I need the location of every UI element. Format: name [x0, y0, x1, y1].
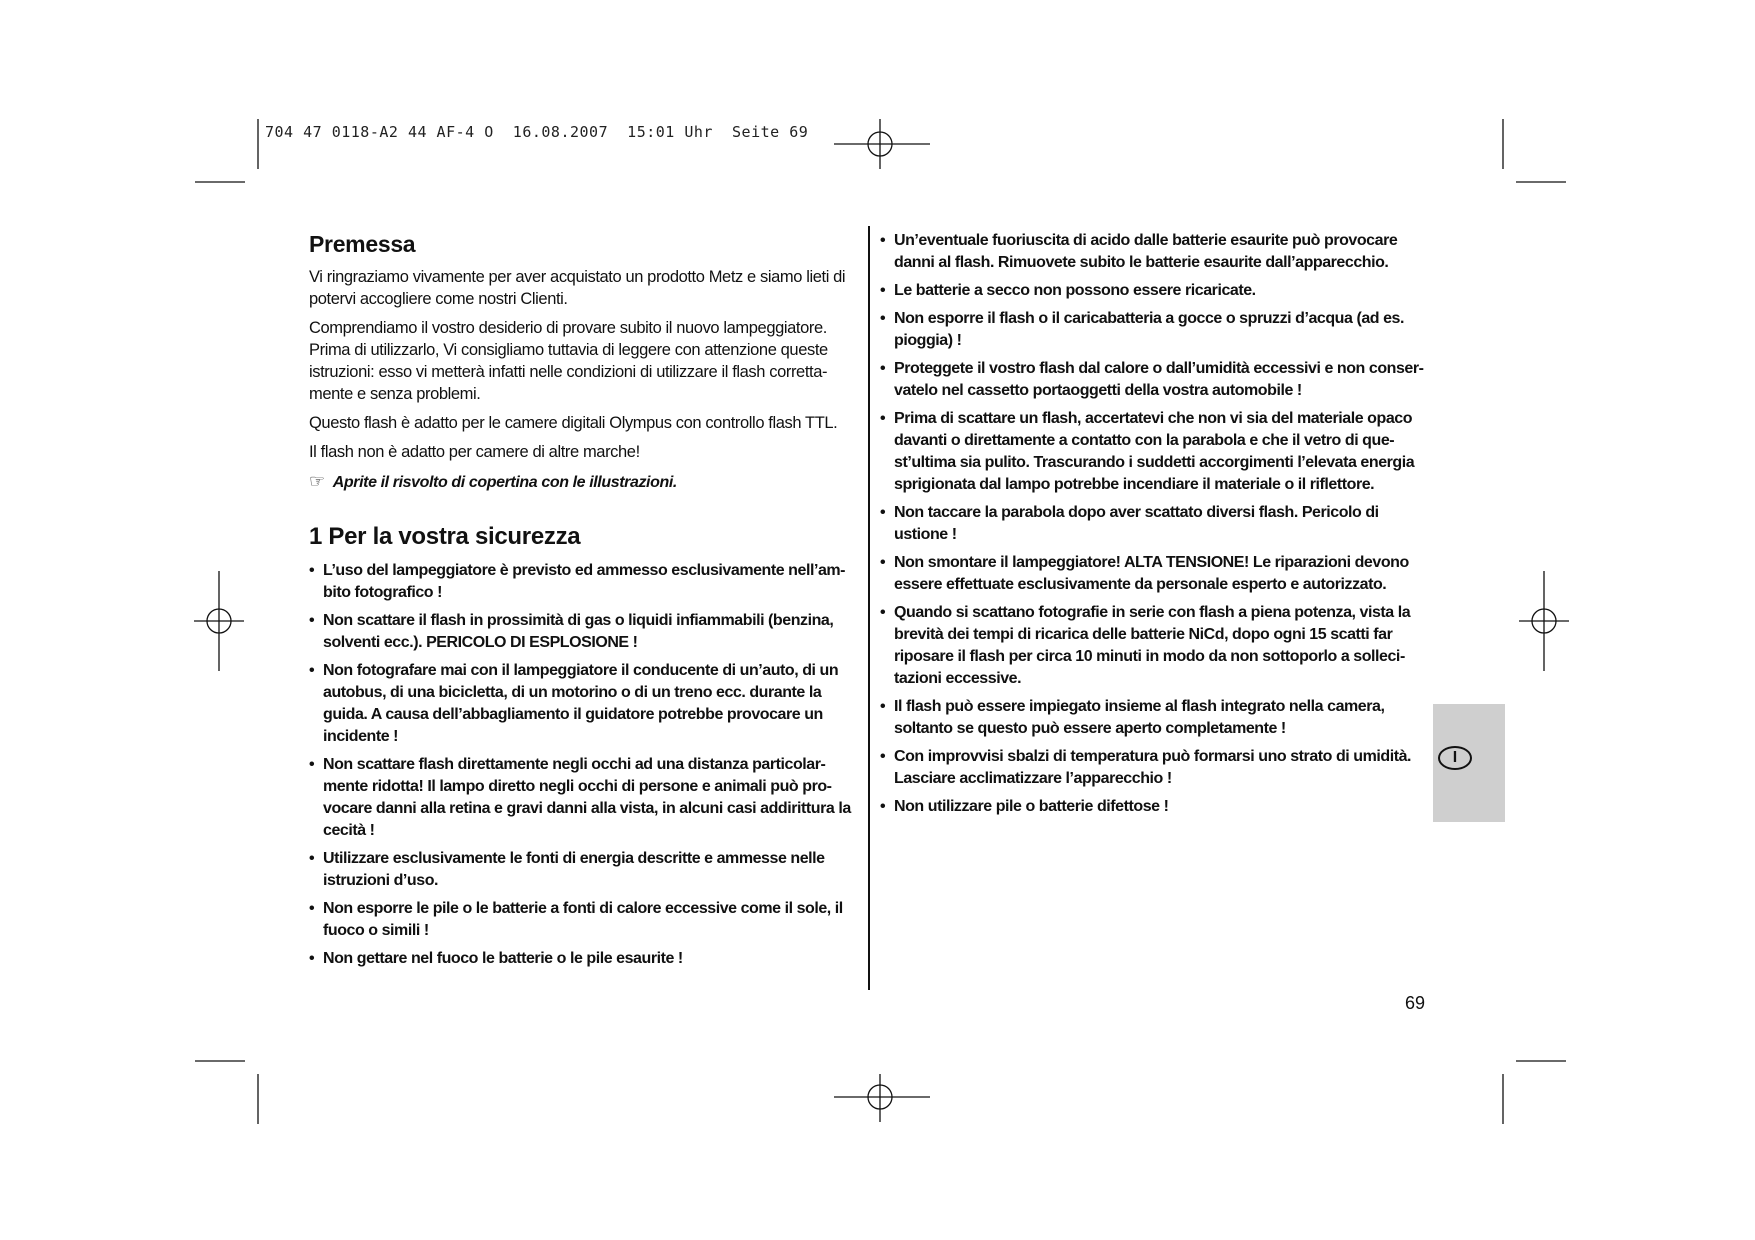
safety-item: • Non utilizzare pile o batterie difettose !: [880, 796, 1435, 818]
page-number: 69: [1405, 993, 1426, 1013]
registration-target-icon: [1519, 571, 1569, 671]
safety-item: • Utilizzare esclusivamente le fonti di energia descritte e ammesse nelle istruzioni d’uso.: [309, 848, 861, 892]
print-slug: 704 47 0118-A2 44 AF-4 O 16.08.2007 15:01 Uhr Seite 69: [265, 123, 809, 141]
safety-item: • Con improvvisi sbalzi di temperatura può formarsi uno strato di umidità. Lasciare acclimatizzare l’apparecchio !: [880, 746, 1435, 790]
right-column: [880, 230, 1435, 824]
registration-target-icon: [834, 119, 930, 169]
crop-mark-icon: [1503, 119, 1566, 182]
cover-note: [309, 470, 861, 494]
safety-item: • Prima di scattare un flash, accertatevi che non vi sia del materiale opaco davanti o direttamente a contatto con la parabola e che il vetro di quest’ultima sia pulito. Trascurando i suddetti accorgimenti l’elevata energia sprigionata dal lampo potrebbe incendiare il materiale o il riflettore.: [880, 408, 1435, 496]
safety-item: • Non scattare il flash in prossimità di gas o liquidi infiammabili (benzina, solventi ecc.). PERICOLO DI ESPLOSIONE !: [309, 610, 861, 654]
language-badge: I: [1438, 746, 1472, 770]
safety-item: • Non esporre le pile o le batterie a fonti di calore eccessive come il sole, il fuoco o simili !: [309, 898, 861, 942]
safety-item: • Non taccare la parabola dopo aver scattato diversi flash. Pericolo di ustione !: [880, 502, 1435, 546]
safety-item: • Non scattare flash direttamente negli occhi ad una distanza particolarmente ridotta! Il lampo diretto negli occhi di persone e animali può provocare danni alla retina e gravi danni alla vista, in alcuni casi addirittura la cecità !: [309, 754, 861, 842]
cover-note-text: Aprite il risvolto di copertina con le illustrazioni.: [332, 474, 677, 491]
section-title-premessa: Premessa: [309, 231, 416, 257]
premessa-paragraph: Questo flash è adatto per le camere digitali Olympus con controllo flash TTL.: [309, 414, 838, 432]
pointing-hand-icon: ☞: [309, 471, 325, 491]
registration-target-icon: [834, 1074, 930, 1122]
section-title-sicurezza: 1 Per la vostra sicurezza: [309, 523, 581, 550]
premessa-paragraph: Il flash non è adatto per camere di altre marche!: [309, 443, 640, 461]
crop-mark-icon: [195, 119, 258, 182]
safety-item: • Non smontare il lampeggiatore! ALTA TENSIONE! Le riparazioni devono essere effettuate esclusivamente da personale esperto e autorizzato.: [880, 552, 1435, 596]
registration-target-icon: [194, 571, 244, 671]
safety-item: • Quando si scattano fotografie in serie con flash a piena potenza, vista la brevità dei tempi di ricarica delle batterie NiCd, dopo ogni 15 scatti far riposare il flash per circa 10 minuti in modo da non sottoporlo a sollecitazioni eccessive.: [880, 602, 1435, 690]
premessa-paragraph: Vi ringraziamo vivamente per aver acquistato un prodotto Metz e siamo lieti di potervi accogliere come nostri Clienti.: [309, 268, 846, 308]
safety-item: • Un’eventuale fuoriuscita di acido dalle batterie esaurite può provocare danni al flash. Rimuovete subito le batterie esaurite dall’apparecchio.: [880, 230, 1435, 274]
column-divider: [868, 226, 870, 990]
safety-item: • Non esporre il flash o il caricabatteria a gocce o spruzzi d’acqua (ad es. pioggia) !: [880, 308, 1435, 352]
safety-item: • Non gettare nel fuoco le batterie o le pile esaurite !: [309, 948, 861, 970]
safety-item: • Il flash può essere impiegato insieme al flash integrato nella camera, soltanto se questo può essere aperto completamente !: [880, 696, 1435, 740]
crop-mark-icon: [195, 1061, 258, 1124]
crop-mark-icon: [1503, 1061, 1566, 1124]
safety-item: • Non fotografare mai con il lampeggiatore il conducente di un’auto, di un autobus, di una bicicletta, di un motorino o di un treno ecc. durante la guida. A causa dell’abbagliamento il guidatore potrebbe provocare un incidente !: [309, 660, 861, 748]
left-column: [309, 230, 861, 976]
safety-item: • L’uso del lampeggiatore è previsto ed ammesso esclusivamente nell’ambito fotografico !: [309, 560, 861, 604]
premessa-paragraph: Comprendiamo il vostro desiderio di provare subito il nuovo lampeggiatore. Prima di utilizzarlo, Vi consigliamo tuttavia di leggere con attenzione queste istruzioni: esso vi metterà infatti nelle condizioni di utilizzare il flash correttamente e senza problemi.: [309, 319, 828, 403]
safety-item: • Le batterie a secco non possono essere ricaricate.: [880, 280, 1435, 302]
safety-list-right: [880, 230, 1435, 818]
safety-item: • Proteggete il vostro flash dal calore o dall’umidità eccessivi e non conservatelo nel cassetto portaoggetti della vostra automobile !: [880, 358, 1435, 402]
safety-list-left: [309, 560, 861, 970]
